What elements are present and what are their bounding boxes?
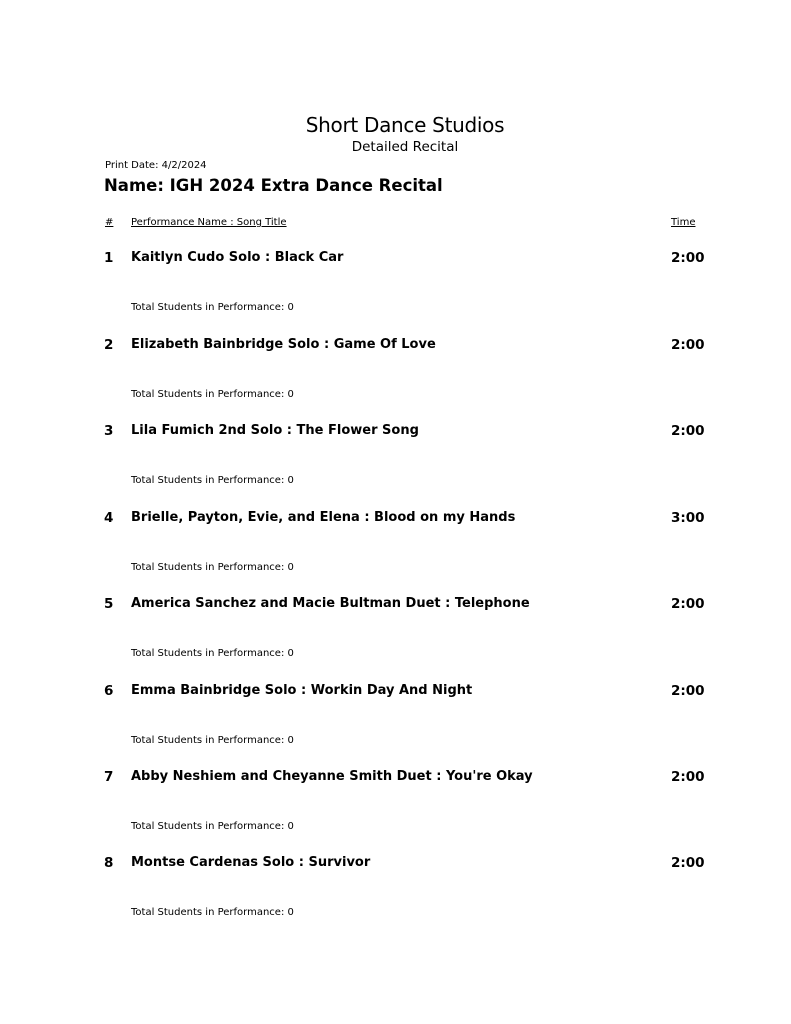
performance-time: 2:00 bbox=[671, 683, 705, 699]
performance-student-count: Total Students in Performance: 0 bbox=[131, 907, 294, 918]
performance-entry bbox=[0, 250, 791, 330]
performance-title: Elizabeth Bainbridge Solo : Game Of Love bbox=[131, 337, 436, 352]
performance-entry bbox=[0, 769, 791, 849]
performance-student-count: Total Students in Performance: 0 bbox=[131, 302, 294, 313]
performance-number: 8 bbox=[104, 855, 114, 871]
performance-time: 2:00 bbox=[671, 596, 705, 612]
performance-time: 2:00 bbox=[671, 769, 705, 785]
performance-student-count: Total Students in Performance: 0 bbox=[131, 389, 294, 400]
performance-title: Kaitlyn Cudo Solo : Black Car bbox=[131, 250, 344, 265]
column-header-performance: Performance Name : Song Title bbox=[131, 217, 287, 228]
performance-number: 1 bbox=[104, 250, 114, 266]
print-date: Print Date: 4/2/2024 bbox=[105, 160, 207, 171]
performance-time: 2:00 bbox=[671, 250, 705, 266]
performance-number: 5 bbox=[104, 596, 114, 612]
performance-entry bbox=[0, 855, 791, 935]
performance-time: 2:00 bbox=[671, 423, 705, 439]
performance-student-count: Total Students in Performance: 0 bbox=[131, 648, 294, 659]
column-header-number: # bbox=[105, 217, 114, 228]
performance-entry bbox=[0, 596, 791, 676]
performance-time: 2:00 bbox=[671, 855, 705, 871]
studio-title: Short Dance Studios bbox=[305, 113, 505, 137]
column-header-time: Time bbox=[671, 217, 696, 228]
performance-entry bbox=[0, 510, 791, 590]
performance-title: Montse Cardenas Solo : Survivor bbox=[131, 855, 371, 870]
performance-entry bbox=[0, 683, 791, 763]
performance-student-count: Total Students in Performance: 0 bbox=[131, 475, 294, 486]
performance-entry bbox=[0, 337, 791, 417]
recital-name: Name: IGH 2024 Extra Dance Recital bbox=[104, 176, 443, 195]
performance-student-count: Total Students in Performance: 0 bbox=[131, 821, 294, 832]
performance-number: 6 bbox=[104, 683, 114, 699]
performance-title: Abby Neshiem and Cheyanne Smith Duet : You're Okay bbox=[131, 769, 533, 784]
performance-student-count: Total Students in Performance: 0 bbox=[131, 562, 294, 573]
performance-title: Emma Bainbridge Solo : Workin Day And Night bbox=[131, 683, 473, 698]
performance-entry bbox=[0, 423, 791, 503]
performance-number: 3 bbox=[104, 423, 114, 439]
report-subtitle: Detailed Recital bbox=[351, 139, 459, 155]
performance-number: 2 bbox=[104, 337, 114, 353]
performance-time: 3:00 bbox=[671, 510, 705, 526]
performance-time: 2:00 bbox=[671, 337, 705, 353]
performance-number: 4 bbox=[104, 510, 114, 526]
performance-student-count: Total Students in Performance: 0 bbox=[131, 735, 294, 746]
performance-title: Lila Fumich 2nd Solo : The Flower Song bbox=[131, 423, 419, 438]
performance-title: Brielle, Payton, Evie, and Elena : Blood on my Hands bbox=[131, 510, 516, 525]
performance-title: America Sanchez and Macie Bultman Duet : Telephone bbox=[131, 596, 530, 611]
performance-number: 7 bbox=[104, 769, 114, 785]
